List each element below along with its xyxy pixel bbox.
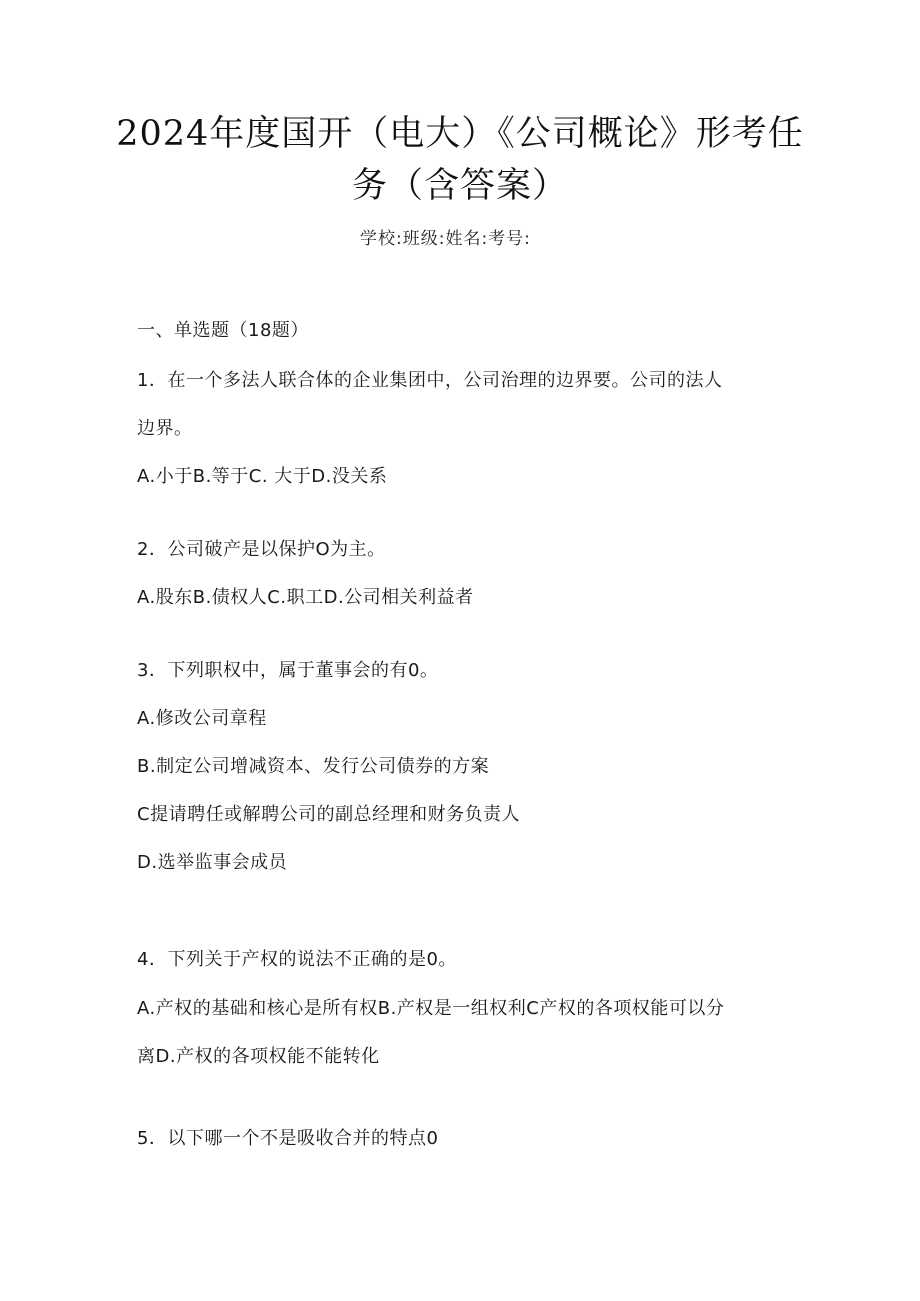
question-2-options: A.股东B.债权人C.职工D.公司相关利益者: [137, 587, 474, 608]
title-line-1: 2024年度国开（电大）《公司概论》形考任: [116, 114, 804, 154]
question-4-options-line-2: 离D.产权的各项权能不能转化: [137, 1046, 380, 1067]
question-3-stem: 3．下列职权中，属于董事会的有0。: [137, 660, 439, 681]
question-4-options-line-1: A.产权的基础和核心是所有权B.产权是一组权利C产权的各项权能可以分: [137, 998, 725, 1019]
student-info-line: 学校:班级:姓名:考号:: [360, 229, 531, 249]
question-1-stem-line-2: 边界。: [137, 418, 193, 439]
question-2-stem: 2．公司破产是以保护O为主。: [137, 539, 386, 560]
section-heading: 一、单选题（18题）: [137, 320, 309, 341]
question-1-options: A.小于B.等于C. 大于D.没关系: [137, 466, 388, 487]
question-3-option-d: D.选举监事会成员: [137, 852, 288, 873]
question-3-option-a: A.修改公司章程: [137, 708, 267, 729]
question-5-stem: 5．以下哪一个不是吸收合并的特点0: [137, 1128, 439, 1149]
question-4-stem: 4．下列关于产权的说法不正确的是0。: [137, 949, 457, 970]
question-3-option-b: B.制定公司增减资本、发行公司债券的方案: [137, 756, 490, 777]
title-line-2: 务（含答案）: [351, 166, 568, 206]
question-1-stem-line-1: 1．在一个多法人联合体的企业集团中，公司治理的边界要。公司的法人: [137, 370, 723, 391]
document-title: [100, 108, 820, 212]
question-3-option-c: C提请聘任或解聘公司的副总经理和财务负责人: [137, 804, 521, 825]
